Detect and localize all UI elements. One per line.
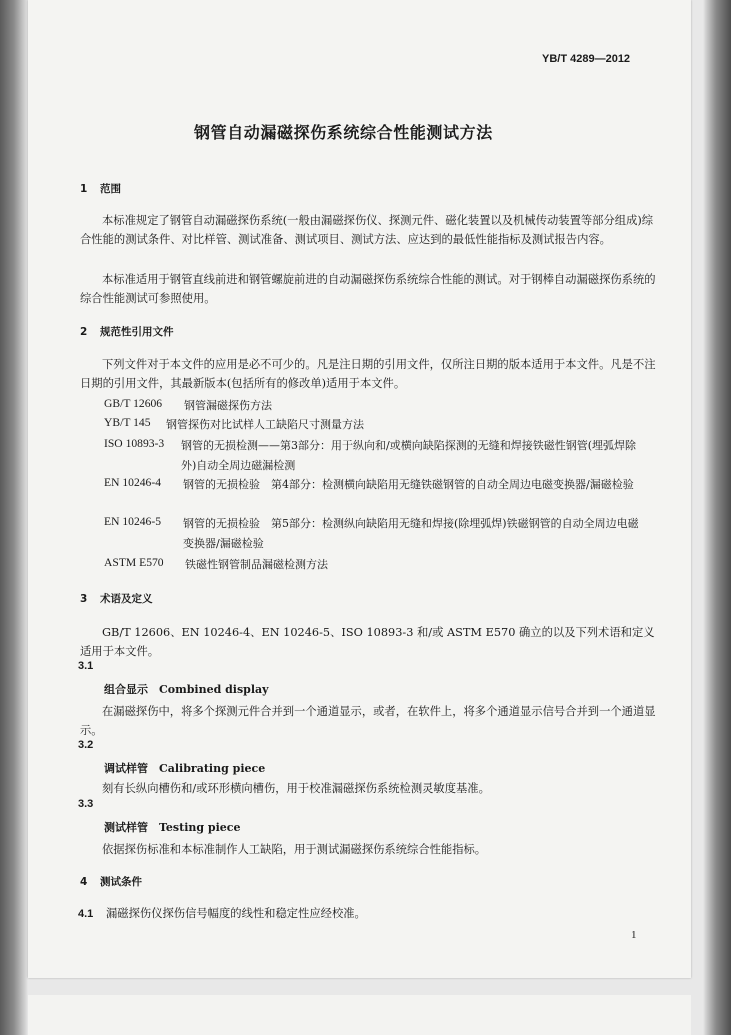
term-cn: 测试样管 (104, 821, 148, 834)
section-3-heading (80, 591, 153, 606)
section-title: 术语及定义 (100, 593, 153, 605)
section-4-heading (80, 874, 142, 889)
scope-paragraph-2: 本标准适用于钢管直线前进和钢管螺旋前进的自动漏磁探伤系统综合性能的测试。对于钢棒自动漏磁探伤系统的综合性能测试可参照使用。 (80, 273, 656, 305)
section-title: 测试条件 (100, 876, 142, 888)
term-number: 3.2 (78, 739, 94, 751)
section-number: 4 (80, 876, 88, 888)
clause-number: 4.1 (78, 908, 94, 920)
term-definition: 依据探伤标准和本标准制作人工缺陷，用于测试漏磁探伤系统综合性能指标。 (102, 843, 487, 856)
term-cn: 调试样管 (104, 762, 148, 775)
term-en: Combined display (159, 683, 269, 696)
next-page-edge (28, 995, 691, 1035)
term-heading (104, 760, 265, 776)
ref-code: YB/T 145 (104, 416, 151, 429)
term-en: Calibrating piece (159, 762, 266, 775)
document-title: 钢管自动漏磁探伤系统综合性能测试方法 (194, 123, 493, 142)
term-definition: 在漏磁探伤中，将多个探测元件合并到一个通道显示，或者，在软件上，将多个通道显示信号合并到一个通道显示。 (80, 705, 656, 737)
section-title: 规范性引用文件 (100, 326, 174, 338)
section-title: 范围 (100, 183, 121, 195)
scope-paragraph-1: 本标准规定了钢管自动漏磁探伤系统(一般由漏磁探伤仪、探测元件、磁化装置以及机械传动装置等部分组成)综合性能的测试条件、对比样管、测试准备、测试项目、测试方法、应达到的最低性能指标及测试报告内容。 (80, 214, 654, 246)
term-number: 3.1 (78, 660, 94, 672)
ref-title: 钢管漏磁探伤方法 (184, 399, 272, 412)
term-en: Testing piece (159, 821, 241, 834)
ref-title: 钢管探伤对比试样人工缺陷尺寸测量方法 (166, 418, 364, 431)
section-1-heading (80, 181, 121, 196)
term-number: 3.3 (78, 798, 94, 810)
ref-code: EN 10246-4 (104, 476, 161, 489)
ref-code: GB/T 12606 (104, 397, 163, 410)
clause-text: 漏磁探伤仪探伤信号幅度的线性和稳定性应经校准。 (106, 907, 366, 920)
term-cn: 组合显示 (104, 683, 148, 696)
section-2-heading (80, 324, 174, 339)
term-heading (104, 819, 240, 835)
ref-title: 铁磁性钢管制品漏磁检测方法 (185, 558, 328, 571)
ref-code: ISO 10893-3 (104, 437, 165, 450)
ref-code: EN 10246-5 (104, 515, 161, 528)
ref-title: 钢管的无损检测——第3部分：用于纵向和/或横向缺陷探测的无缝和焊接铁磁性钢管(埋弧焊除外)自动全周边磁漏检测 (181, 439, 636, 472)
section-number: 3 (80, 593, 88, 605)
term-definition: 刻有长纵向槽伤和/或环形横向槽伤，用于校准漏磁探伤系统检测灵敏度基准。 (102, 782, 490, 795)
document-page (28, 0, 691, 978)
ref-code: ASTM E570 (104, 556, 164, 569)
ref-title: 钢管的无损检验 第4部分：检测横向缺陷用无缝铁磁钢管的自动全周边电磁变换器/漏磁检验 (183, 478, 634, 491)
clause-4-1 (78, 905, 366, 921)
term-heading (104, 681, 269, 697)
terms-intro: GB/T 12606、EN 10246-4、EN 10246-5、ISO 10893-3 和/或 ASTM E570 确立的以及下列术语和定义适用于本文件。 (80, 626, 655, 658)
ref-title: 钢管的无损检验 第5部分：检测纵向缺陷用无缝和焊接(除埋弧焊)铁磁钢管的自动全周边电磁变换器/漏磁检验 (183, 517, 639, 550)
standard-number: YB/T 4289—2012 (542, 53, 631, 65)
section-number: 2 (80, 326, 88, 338)
section-number: 1 (80, 183, 88, 195)
page-number: 1 (631, 929, 637, 941)
references-intro: 下列文件对于本文件的应用是必不可少的。凡是注日期的引用文件，仅所注日期的版本适用于本文件。凡是不注日期的引用文件，其最新版本(包括所有的修改单)适用于本文件。 (80, 358, 656, 390)
